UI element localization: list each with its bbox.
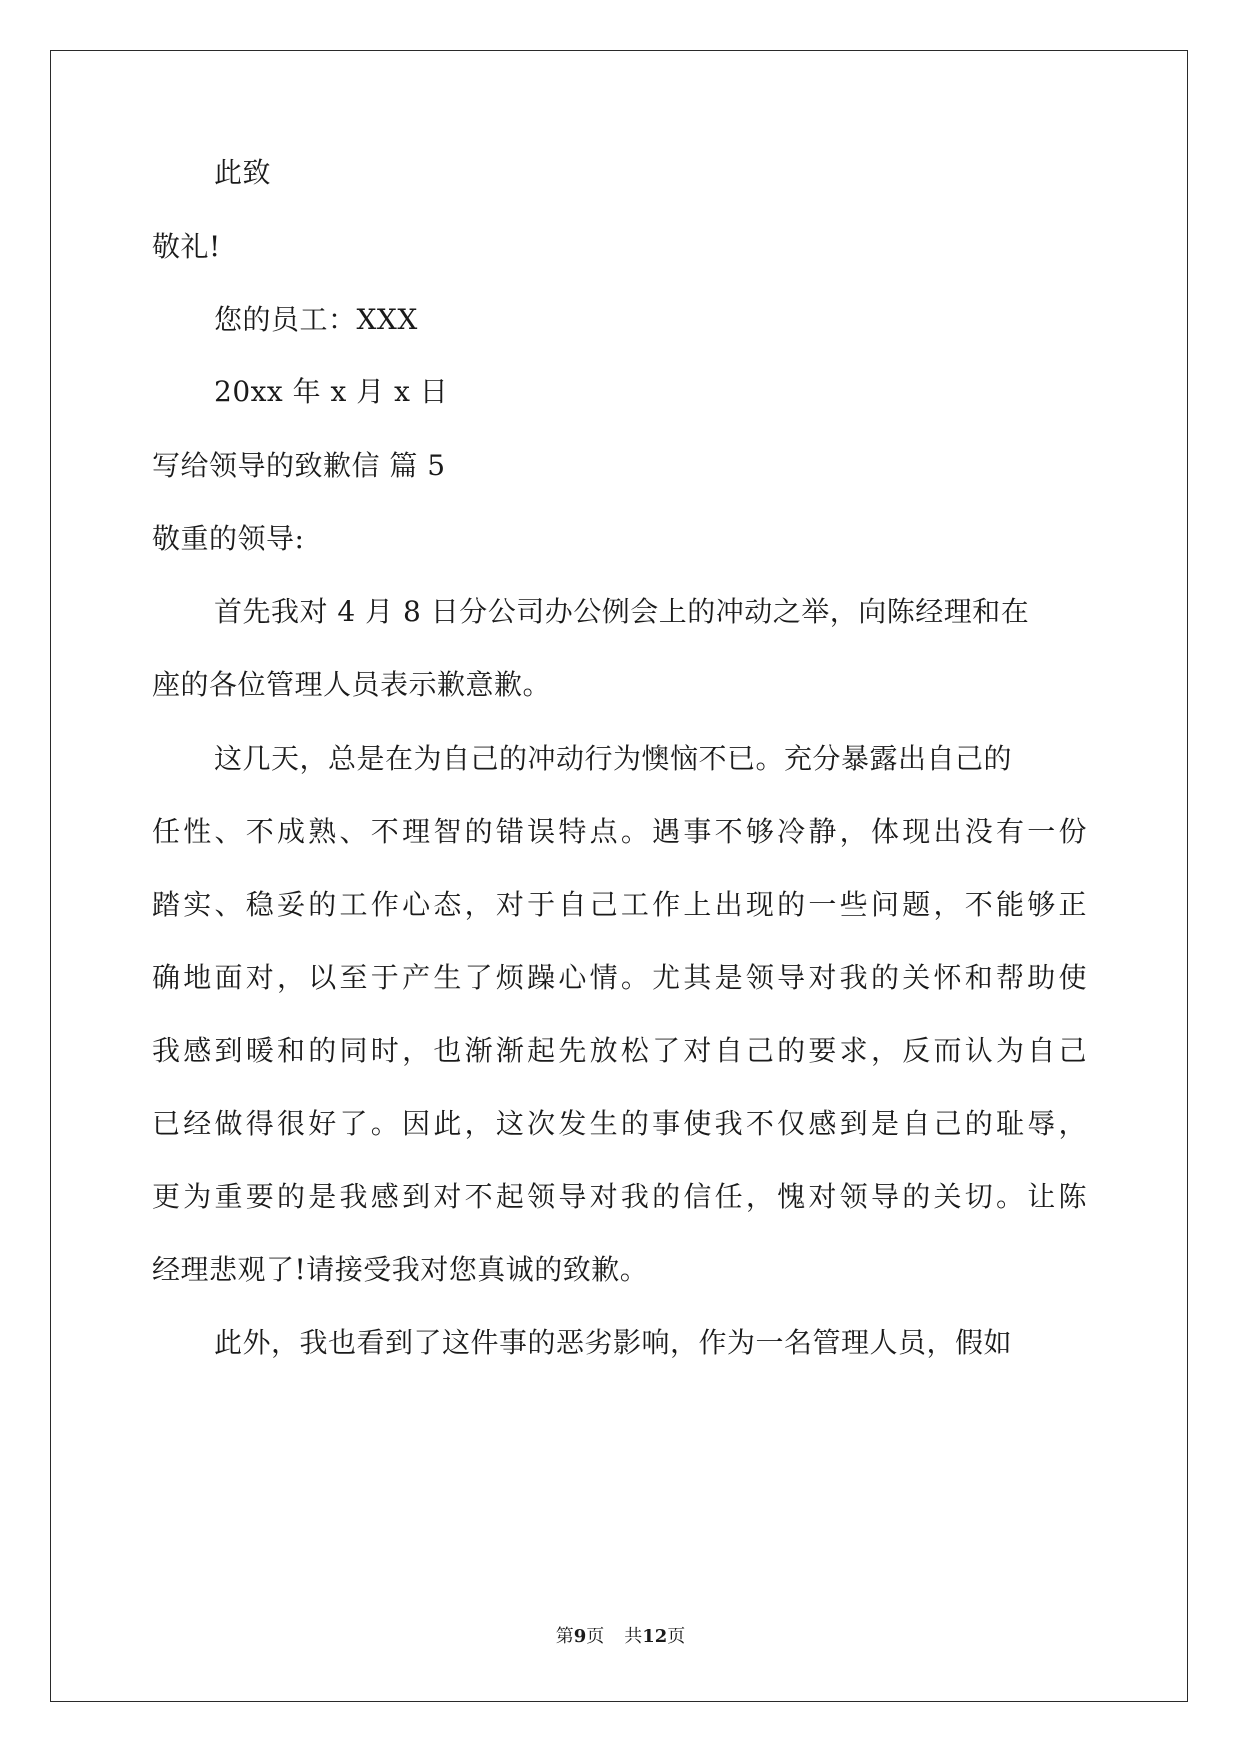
paragraph-2-line-8: 经理悲观了!请接受我对您真诚的致歉。 (152, 1253, 649, 1286)
paragraph-2-line-6: 已经做得很好了。因此，这次发生的事使我不仅感到是自己的耻辱， (152, 1107, 1087, 1140)
total-suffix: 页 (667, 1626, 686, 1647)
paragraph-2-line-4: 确地面对，以至于产生了烦躁心情。尤其是领导对我的关怀和帮助使 (152, 961, 1087, 994)
closing-salutation-2: 敬礼! (152, 230, 221, 263)
paragraph-2-line-2: 任性、不成熟、不理智的错误特点。遇事不够冷静，体现出没有一份 (152, 815, 1087, 848)
letter-greeting: 敬重的领导: (152, 522, 305, 555)
page-total: 12 (642, 1626, 668, 1647)
total-prefix: 共 (624, 1626, 643, 1647)
paragraph-2-line-7: 更为重要的是我感到对不起领导对我的信任，愧对领导的关切。让陈 (152, 1180, 1087, 1213)
closing-salutation-1: 此致 (214, 156, 272, 189)
page-number: 9 (573, 1626, 587, 1647)
paragraph-3-line-1: 此外，我也看到了这件事的恶劣影响，作为一名管理人员，假如 (214, 1326, 1013, 1359)
letter-date: 20xx 年 x 月 x 日 (214, 375, 449, 408)
paragraph-1-line-1: 首先我对 4 月 8 日分公司办公例会上的冲动之举，向陈经理和在 (214, 595, 1030, 628)
paragraph-1-line-2: 座的各位管理人员表示歉意歉。 (152, 668, 552, 701)
page-prefix: 第 (555, 1626, 574, 1647)
paragraph-2-line-5: 我感到暖和的同时，也渐渐起先放松了对自己的要求，反而认为自己 (152, 1034, 1087, 1067)
paragraph-2-line-1: 这几天，总是在为自己的冲动行为懊恼不已。充分暴露出自己的 (214, 742, 1013, 775)
section-title: 写给领导的致歉信 篇 5 (152, 449, 446, 482)
page-border (50, 50, 1188, 1702)
paragraph-2-line-3: 踏实、稳妥的工作心态，对于自己工作上出现的一些问题，不能够正 (152, 888, 1087, 921)
page-footer (0, 1625, 1241, 1649)
page-suffix: 页 (586, 1626, 605, 1647)
signature: 您的员工：XXX (214, 303, 418, 336)
